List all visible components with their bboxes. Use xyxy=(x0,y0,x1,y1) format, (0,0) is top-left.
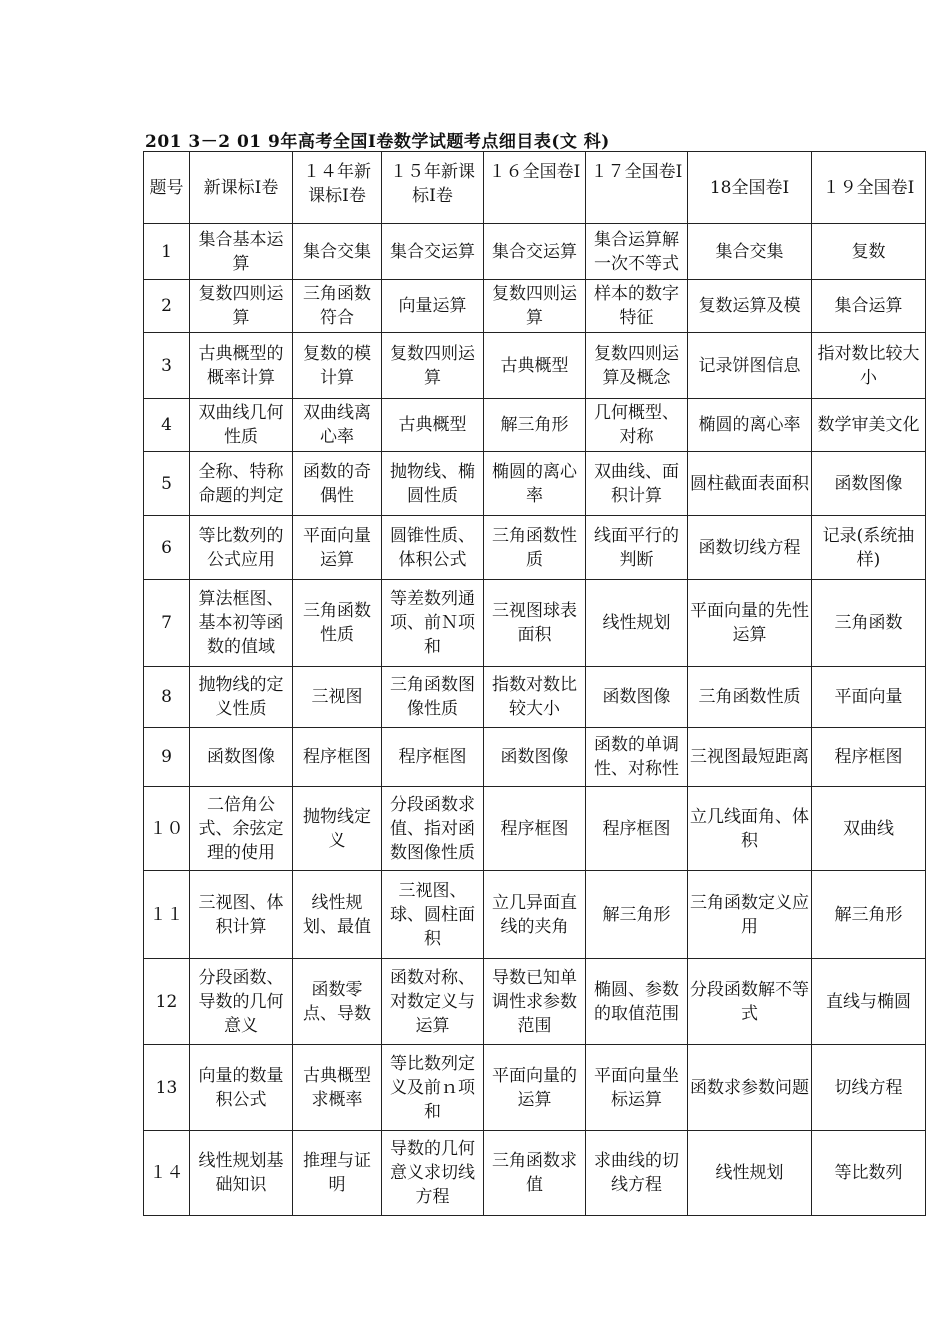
cell-question-number: 8 xyxy=(144,667,190,728)
cell-year-2015: 导数的几何意义求切线方程 xyxy=(382,1131,484,1216)
header-2017: １７全国卷Ⅰ xyxy=(586,152,688,224)
cell-year-2019: 直线与椭圆 xyxy=(812,959,926,1045)
header-2015: １５年新课标Ⅰ卷 xyxy=(382,152,484,224)
cell-year-2017: 函数图像 xyxy=(586,667,688,728)
cell-question-number: 13 xyxy=(144,1045,190,1131)
cell-year-2015: 等差数列通项、前Ｎ项和 xyxy=(382,580,484,667)
cell-year-2016: 导数已知单调性求参数范围 xyxy=(484,959,586,1045)
header-row xyxy=(144,152,926,224)
cell-year-2016: 函数图像 xyxy=(484,728,586,787)
cell-year-2014: 集合交集 xyxy=(293,224,382,280)
cell-year-2015: 三视图、球、圆柱面积 xyxy=(382,871,484,959)
cell-new-curriculum-i: 古典概型的概率计算 xyxy=(190,333,293,399)
cell-question-number: １４ xyxy=(144,1131,190,1216)
cell-year-2014: 三角函数符合 xyxy=(293,280,382,333)
cell-question-number: 9 xyxy=(144,728,190,787)
cell-question-number: 12 xyxy=(144,959,190,1045)
cell-year-2018: 三角函数定义应用 xyxy=(688,871,812,959)
cell-new-curriculum-i: 二倍角公式、余弦定理的使用 xyxy=(190,787,293,871)
cell-year-2017: 线面平行的判断 xyxy=(586,516,688,580)
cell-year-2017: 函数的单调性、对称性 xyxy=(586,728,688,787)
cell-question-number: １１ xyxy=(144,871,190,959)
cell-year-2017: 线性规划 xyxy=(586,580,688,667)
cell-question-number: 3 xyxy=(144,333,190,399)
cell-year-2015: 圆锥性质、体积公式 xyxy=(382,516,484,580)
cell-year-2019: 切线方程 xyxy=(812,1045,926,1131)
cell-year-2017: 双曲线、面积计算 xyxy=(586,452,688,516)
cell-year-2018: 分段函数解不等式 xyxy=(688,959,812,1045)
cell-year-2014: 平面向量运算 xyxy=(293,516,382,580)
cell-new-curriculum-i: 函数图像 xyxy=(190,728,293,787)
cell-year-2019: 解三角形 xyxy=(812,871,926,959)
cell-new-curriculum-i: 线性规划基础知识 xyxy=(190,1131,293,1216)
table-row xyxy=(144,728,926,787)
cell-year-2015: 集合交运算 xyxy=(382,224,484,280)
cell-year-2019: 三角函数 xyxy=(812,580,926,667)
cell-year-2016: 解三角形 xyxy=(484,399,586,452)
cell-year-2014: 三视图 xyxy=(293,667,382,728)
cell-year-2017: 求曲线的切线方程 xyxy=(586,1131,688,1216)
table-row xyxy=(144,452,926,516)
cell-year-2018: 线性规划 xyxy=(688,1131,812,1216)
cell-year-2019: 函数图像 xyxy=(812,452,926,516)
cell-year-2018: 函数求参数问题 xyxy=(688,1045,812,1131)
cell-year-2016: 程序框图 xyxy=(484,787,586,871)
table-row xyxy=(144,1045,926,1131)
cell-question-number: 5 xyxy=(144,452,190,516)
cell-year-2014: 推理与证明 xyxy=(293,1131,382,1216)
header-2016: １６全国卷Ⅰ xyxy=(484,152,586,224)
table-row xyxy=(144,871,926,959)
cell-new-curriculum-i: 三视图、体积计算 xyxy=(190,871,293,959)
cell-year-2014: 函数的奇偶性 xyxy=(293,452,382,516)
cell-year-2018: 复数运算及模 xyxy=(688,280,812,333)
cell-year-2014: 抛物线定义 xyxy=(293,787,382,871)
cell-new-curriculum-i: 向量的数量积公式 xyxy=(190,1045,293,1131)
cell-year-2018: 立几线面角、体积 xyxy=(688,787,812,871)
cell-year-2018: 圆柱截面表面积 xyxy=(688,452,812,516)
table-row xyxy=(144,224,926,280)
cell-question-number: 1 xyxy=(144,224,190,280)
cell-year-2017: 程序框图 xyxy=(586,787,688,871)
cell-year-2018: 平面向量的先性运算 xyxy=(688,580,812,667)
document-title: 201 3－2 01 9年高考全国Ⅰ卷数学试题考点细目表(文 科) xyxy=(145,132,610,152)
cell-year-2018: 三视图最短距离 xyxy=(688,728,812,787)
cell-year-2017: 平面向量坐标运算 xyxy=(586,1045,688,1131)
cell-year-2019: 程序框图 xyxy=(812,728,926,787)
cell-year-2019: 复数 xyxy=(812,224,926,280)
cell-question-number: 6 xyxy=(144,516,190,580)
cell-question-number: 2 xyxy=(144,280,190,333)
cell-year-2019: 等比数列 xyxy=(812,1131,926,1216)
cell-year-2017: 集合运算解一次不等式 xyxy=(586,224,688,280)
cell-year-2014: 线性规划、最值 xyxy=(293,871,382,959)
cell-year-2015: 等比数列定义及前ｎ项和 xyxy=(382,1045,484,1131)
cell-year-2017: 样本的数字特征 xyxy=(586,280,688,333)
cell-year-2015: 抛物线、椭圆性质 xyxy=(382,452,484,516)
cell-year-2015: 古典概型 xyxy=(382,399,484,452)
cell-year-2016: 古典概型 xyxy=(484,333,586,399)
cell-year-2018: 椭圆的离心率 xyxy=(688,399,812,452)
header-question-number: 题号 xyxy=(144,152,190,224)
cell-year-2014: 函数零点、导数 xyxy=(293,959,382,1045)
cell-year-2015: 三角函数图像性质 xyxy=(382,667,484,728)
cell-year-2018: 三角函数性质 xyxy=(688,667,812,728)
cell-year-2019: 指对数比较大小 xyxy=(812,333,926,399)
cell-new-curriculum-i: 全称、特称命题的判定 xyxy=(190,452,293,516)
cell-year-2019: 集合运算 xyxy=(812,280,926,333)
table-row xyxy=(144,787,926,871)
exam-topic-table xyxy=(143,151,926,1216)
cell-year-2019: 双曲线 xyxy=(812,787,926,871)
cell-question-number: 7 xyxy=(144,580,190,667)
cell-year-2017: 复数四则运算及概念 xyxy=(586,333,688,399)
cell-new-curriculum-i: 算法框图、基本初等函数的值域 xyxy=(190,580,293,667)
cell-question-number: １０ xyxy=(144,787,190,871)
cell-year-2018: 函数切线方程 xyxy=(688,516,812,580)
table-row xyxy=(144,516,926,580)
header-2014: １４年新课标Ⅰ卷 xyxy=(293,152,382,224)
cell-year-2014: 三角函数性质 xyxy=(293,580,382,667)
table-row xyxy=(144,667,926,728)
cell-year-2016: 复数四则运算 xyxy=(484,280,586,333)
cell-year-2017: 几何概型、对称 xyxy=(586,399,688,452)
cell-new-curriculum-i: 分段函数、导数的几何意义 xyxy=(190,959,293,1045)
cell-year-2016: 三角函数求值 xyxy=(484,1131,586,1216)
cell-year-2016: 椭圆的离心率 xyxy=(484,452,586,516)
table-row xyxy=(144,1131,926,1216)
header-2018: 18全国卷Ⅰ xyxy=(688,152,812,224)
header-new-curriculum-i: 新课标Ⅰ卷 xyxy=(190,152,293,224)
cell-year-2015: 复数四则运算 xyxy=(382,333,484,399)
header-2019: １９全国卷Ⅰ xyxy=(812,152,926,224)
cell-year-2018: 集合交集 xyxy=(688,224,812,280)
cell-year-2019: 数学审美文化 xyxy=(812,399,926,452)
cell-new-curriculum-i: 双曲线几何性质 xyxy=(190,399,293,452)
cell-new-curriculum-i: 等比数列的公式应用 xyxy=(190,516,293,580)
cell-year-2016: 三视图球表面积 xyxy=(484,580,586,667)
cell-year-2018: 记录饼图信息 xyxy=(688,333,812,399)
cell-year-2015: 函数对称、对数定义与运算 xyxy=(382,959,484,1045)
cell-year-2015: 程序框图 xyxy=(382,728,484,787)
table-row xyxy=(144,280,926,333)
cell-year-2017: 椭圆、参数的取值范围 xyxy=(586,959,688,1045)
table-row xyxy=(144,580,926,667)
cell-year-2016: 立几异面直线的夹角 xyxy=(484,871,586,959)
cell-new-curriculum-i: 抛物线的定义性质 xyxy=(190,667,293,728)
cell-year-2019: 记录(系统抽样) xyxy=(812,516,926,580)
cell-year-2016: 指数对数比较大小 xyxy=(484,667,586,728)
cell-new-curriculum-i: 复数四则运算 xyxy=(190,280,293,333)
table-row xyxy=(144,959,926,1045)
cell-year-2014: 古典概型求概率 xyxy=(293,1045,382,1131)
cell-year-2014: 双曲线离心率 xyxy=(293,399,382,452)
cell-year-2015: 向量运算 xyxy=(382,280,484,333)
cell-year-2015: 分段函数求值、指对函数图像性质 xyxy=(382,787,484,871)
cell-year-2019: 平面向量 xyxy=(812,667,926,728)
cell-year-2016: 三角函数性质 xyxy=(484,516,586,580)
cell-year-2016: 平面向量的运算 xyxy=(484,1045,586,1131)
cell-year-2014: 复数的模计算 xyxy=(293,333,382,399)
table-row xyxy=(144,333,926,399)
cell-new-curriculum-i: 集合基本运算 xyxy=(190,224,293,280)
cell-year-2017: 解三角形 xyxy=(586,871,688,959)
table-row xyxy=(144,399,926,452)
cell-year-2016: 集合交运算 xyxy=(484,224,586,280)
cell-year-2014: 程序框图 xyxy=(293,728,382,787)
cell-question-number: 4 xyxy=(144,399,190,452)
